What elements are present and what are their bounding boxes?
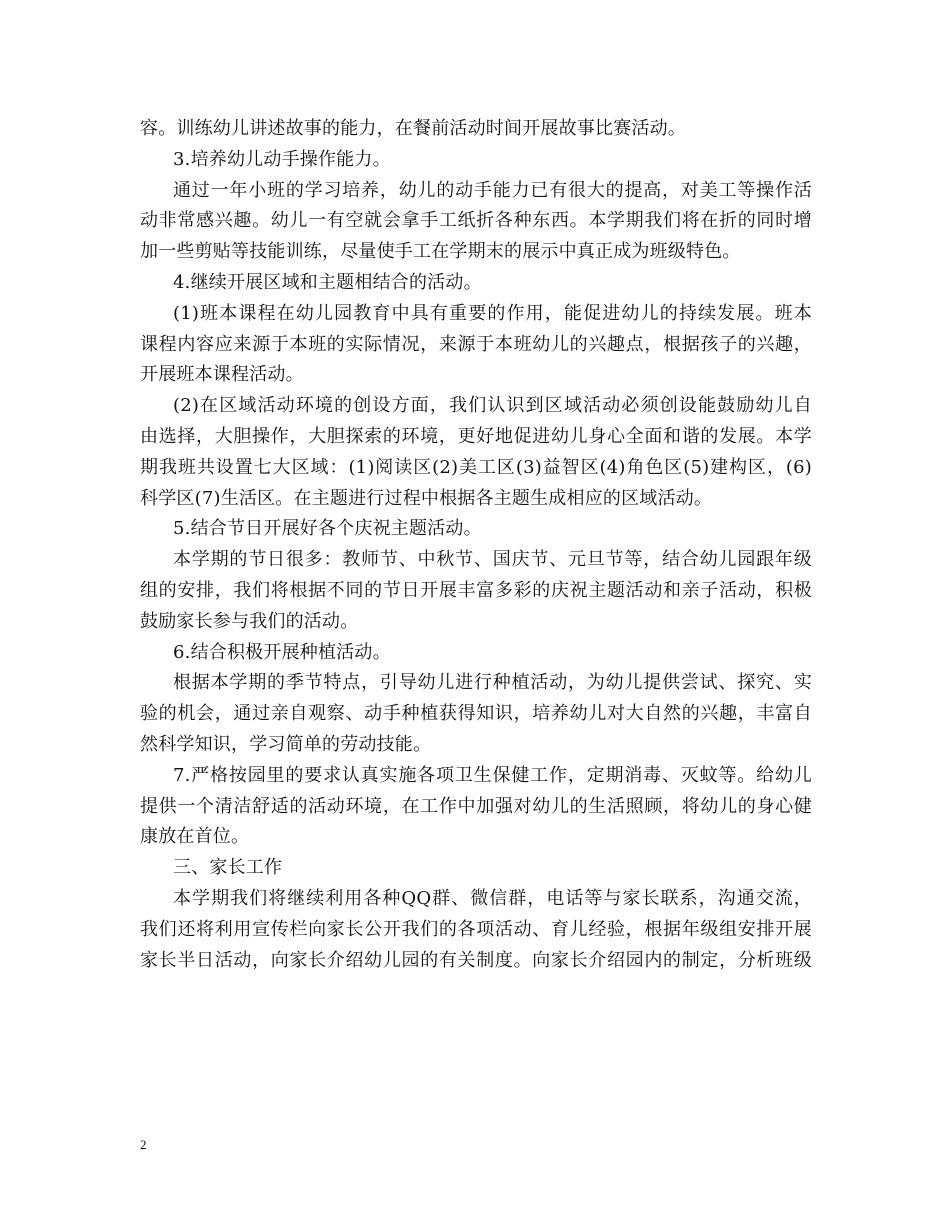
text-line: 6.结合积极开展种植活动。 <box>173 641 391 663</box>
text-line: 三、家长工作 <box>173 857 283 879</box>
text-line: 我们还将利用宣传栏向家长公开我们的各项活动、育儿经验，根据年级组安排开展 <box>140 918 812 940</box>
text-line: 7.严格按园里的要求认真实施各项卫生保健工作，定期消毒、灭蚊等。给幼儿 <box>173 764 812 786</box>
text-line: 根据本学期的季节特点，引导幼儿进行种植活动，为幼儿提供尝试、探究、实 <box>173 672 812 694</box>
text-line: 动非常感兴趣。幼儿一有空就会拿手工纸折各种东西。本学期我们将在折的同时增 <box>140 210 812 232</box>
text-line: 提供一个清洁舒适的活动环境，在工作中加强对幼儿的生活照顾，将幼儿的身心健 <box>140 795 812 817</box>
text-line: 科学区(7)生活区。在主题进行过程中根据各主题生成相应的区域活动。 <box>140 487 713 509</box>
text-line: 4.继续开展区域和主题相结合的活动。 <box>173 271 482 293</box>
text-line: (1)班本课程在幼儿园教育中具有重要的作用，能促进幼儿的持续发展。班本 <box>173 302 812 324</box>
page-number: 2 <box>140 1137 147 1152</box>
document-body <box>140 114 812 976</box>
text-line: 加一些剪贴等技能训练，尽量使手工在学期末的展示中真正成为班级特色。 <box>140 241 741 263</box>
text-line: 家长半日活动，向家长介绍幼儿园的有关制度。向家长介绍园内的制定，分析班级 <box>140 949 812 971</box>
text-line: 3.培养幼儿动手操作能力。 <box>173 148 391 170</box>
text-line: 鼓励家长参与我们的活动。 <box>140 610 359 632</box>
text-line: 由选择，大胆操作，大胆探索的环境，更好地促进幼儿身心全面和谐的发展。本学 <box>140 425 812 447</box>
text-line: (2)在区域活动环境的创设方面，我们认识到区域活动必须创设能鼓励幼儿自 <box>173 395 812 417</box>
text-line: 本学期的节日很多：教师节、中秋节、国庆节、元旦节等，结合幼儿园跟年级 <box>173 549 812 571</box>
text-line: 验的机会，通过亲自观察、动手种植获得知识，培养幼儿对大自然的兴趣，丰富自 <box>140 703 812 725</box>
text-line: 课程内容应来源于本班的实际情况，来源于本班幼儿的兴趣点，根据孩子的兴趣， <box>140 333 812 355</box>
text-line: 开展班本课程活动。 <box>140 364 304 386</box>
text-line: 期我班共设置七大区域：(1)阅读区(2)美工区(3)益智区(4)角色区(5)建构区，(6) <box>140 456 812 478</box>
text-line: 康放在首位。 <box>140 826 250 848</box>
text-line: 本学期我们将继续利用各种QQ群、微信群，电话等与家长联系，沟通交流， <box>173 887 812 909</box>
text-line: 组的安排，我们将根据不同的节日开展丰富多彩的庆祝主题活动和亲子活动，积极 <box>140 579 812 601</box>
text-line: 然科学知识，学习简单的劳动技能。 <box>140 733 432 755</box>
text-line: 容。训练幼儿讲述故事的能力，在餐前活动时间开展故事比赛活动。 <box>140 118 686 139</box>
text-line: 通过一年小班的学习培养，幼儿的动手能力已有很大的提高，对美工等操作活 <box>173 179 812 201</box>
text-line: 5.结合节日开展好各个庆祝主题活动。 <box>173 518 482 540</box>
